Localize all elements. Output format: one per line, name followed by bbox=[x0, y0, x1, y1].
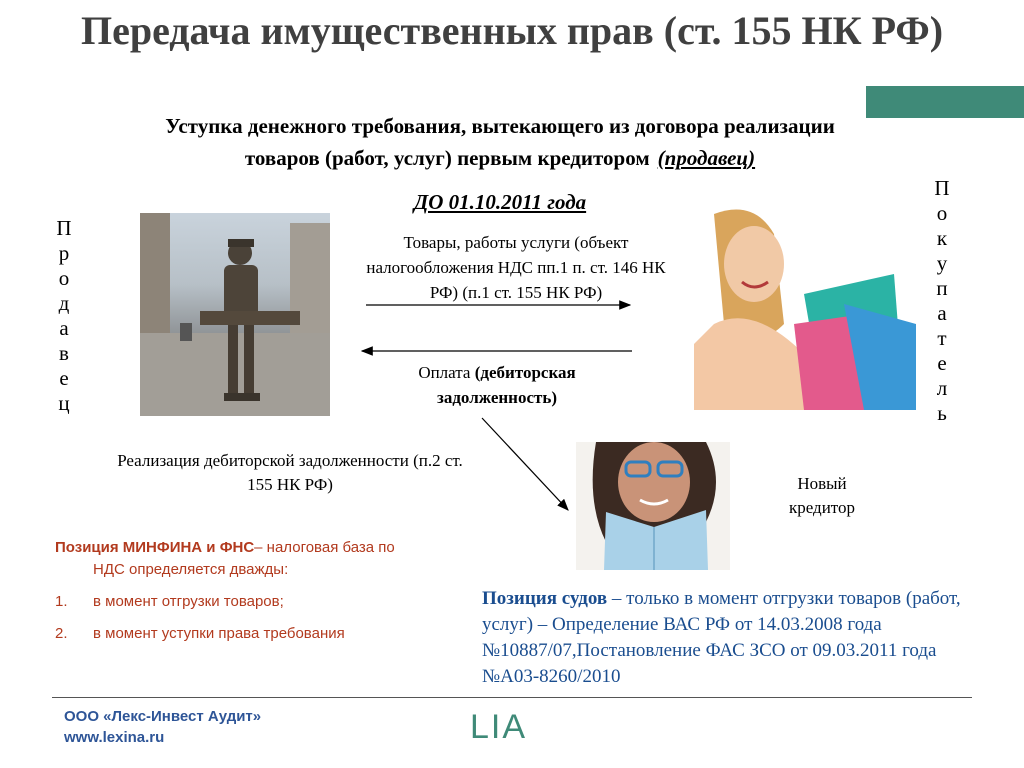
seller-vertical-letter: а bbox=[59, 316, 69, 340]
page-title: Передача имущественных прав (ст. 155 НК РФ) bbox=[80, 8, 944, 53]
payment-label bbox=[392, 360, 602, 410]
footer-company: ООО «Лекс-Инвест Аудит» bbox=[64, 708, 262, 725]
seller-vertical-letter: о bbox=[58, 266, 70, 290]
courts-text: – только в момент отгрузки товаров (работ, услуг) – Определение ВАС РФ от 14.03.2008 года №10887/07,Постановление ФАС ЗСО от 09.03.2011 года №А03-8260/2010 bbox=[482, 588, 961, 687]
subtitle-seller: (продавец) bbox=[657, 146, 756, 170]
buyer-vertical-letter: п bbox=[936, 276, 948, 300]
seller-vertical-letter: р bbox=[58, 241, 70, 265]
payment-label-bold: (дебиторская задолженность) bbox=[436, 363, 576, 407]
subtitle-line-1: Уступка денежного требования, вытекающего из договора реализации bbox=[165, 114, 835, 138]
lia-logo bbox=[470, 708, 536, 758]
buyer-vertical-letter: П bbox=[934, 176, 950, 200]
courts-heading: Позиция судов bbox=[482, 588, 608, 609]
buyer-vertical-letter: о bbox=[936, 201, 948, 225]
subtitle-line-2-text: товаров (работ, услуг) первым кредитором bbox=[244, 146, 650, 170]
buyer-vertical-letter: л bbox=[936, 376, 948, 400]
minfin-position bbox=[55, 537, 500, 645]
footer-divider bbox=[52, 697, 972, 698]
footer bbox=[64, 706, 261, 748]
buyer-vertical-letter: е bbox=[937, 351, 947, 375]
list-item-text: в момент отгрузки товаров; bbox=[93, 593, 284, 610]
buyer-vertical-letter: а bbox=[937, 301, 947, 325]
buyer-vertical-letter: ь bbox=[937, 401, 947, 425]
date-label: ДО 01.10.2011 года bbox=[413, 190, 587, 214]
goods-label: Товары, работы услуги (объект налогообложения НДС пп.1 п. ст. 146 НК РФ) (п.1 ст. 155 НК РФ) bbox=[366, 233, 666, 302]
assignment-arrow bbox=[482, 418, 568, 510]
seller-vertical-letter: ц bbox=[58, 391, 70, 415]
minfin-heading-rest: – налоговая база по bbox=[254, 539, 395, 556]
seller-vertical-letter: в bbox=[59, 341, 69, 365]
footer-url[interactable]: www.lexina.ru bbox=[64, 729, 165, 746]
buyer-vertical-letter: т bbox=[937, 326, 947, 350]
payment-label-text: Оплата bbox=[418, 363, 471, 382]
buyer-vertical-letter: у bbox=[936, 251, 948, 275]
seller-vertical-letter: П bbox=[56, 216, 72, 240]
minfin-heading-line bbox=[55, 537, 500, 559]
list-item-number: 1. bbox=[55, 593, 68, 610]
minfin-heading: Позиция МИНФИНА и ФНС bbox=[55, 539, 255, 556]
minfin-continuation: НДС определяется дважды: bbox=[93, 561, 289, 578]
list-item-text: в момент уступки права требования bbox=[93, 625, 345, 642]
seller-vertical-letter: е bbox=[59, 366, 69, 390]
buyer-vertical-letter: к bbox=[936, 226, 948, 250]
seller-vertical-letter: д bbox=[58, 291, 70, 315]
list-item-number: 2. bbox=[55, 625, 68, 642]
realization-label: Реализация дебиторской задолженности (п.2 ст. 155 НК РФ) bbox=[117, 451, 463, 494]
courts-position bbox=[482, 586, 972, 690]
logo-text: LIA bbox=[470, 708, 528, 746]
list-item bbox=[55, 591, 500, 613]
list-item bbox=[55, 623, 500, 645]
new-creditor-label: Новый кредитор bbox=[788, 474, 856, 517]
